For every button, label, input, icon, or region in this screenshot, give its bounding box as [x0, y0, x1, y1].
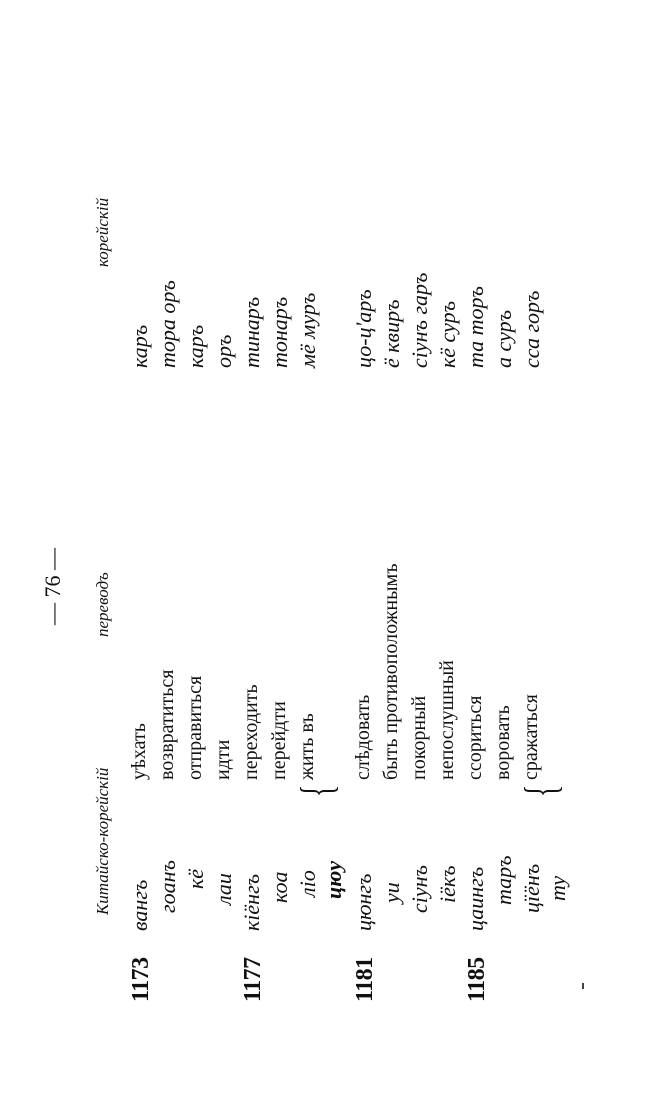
- chinese-korean-word: цюу: [321, 860, 346, 899]
- chinese-korean-word: уи: [379, 882, 404, 903]
- table-row: [464, 109, 492, 1109]
- chinese-korean-word: гоанъ: [155, 860, 180, 913]
- korean-word: каръ: [127, 324, 152, 368]
- brace-bracket: {: [291, 784, 342, 798]
- translation-text: отправиться: [184, 675, 206, 780]
- translation-text: перейдти: [268, 701, 290, 780]
- table-row: [520, 109, 548, 1109]
- chinese-korean-word: сіунъ: [407, 865, 432, 913]
- table-row: [128, 109, 156, 1109]
- table-row: [296, 109, 324, 1109]
- chinese-korean-word: іёкъ: [435, 865, 460, 903]
- table-row: [184, 109, 212, 1109]
- translation-text: непослушный: [436, 660, 458, 780]
- table-row: [268, 109, 296, 1109]
- chinese-korean-word: таръ: [491, 855, 516, 905]
- column-header-chinese-korean: Китайско-корейскій: [93, 767, 112, 915]
- translation-text: уѣхать: [128, 723, 150, 780]
- korean-word: сіунъ гаръ: [407, 272, 432, 368]
- korean-word: сса горъ: [519, 290, 544, 368]
- translation-text: идти: [212, 739, 234, 780]
- table-row: [322, 109, 350, 1109]
- brace-bracket: {: [515, 784, 566, 798]
- chinese-korean-word: цаингъ: [463, 866, 488, 931]
- korean-word: та торъ: [463, 286, 488, 368]
- table-row: [380, 109, 408, 1109]
- korean-word: а суръ: [491, 309, 516, 368]
- chinese-korean-word: ліо: [295, 870, 320, 897]
- korean-word: оръ: [211, 334, 236, 368]
- translation-text: жить въ: [296, 713, 318, 780]
- entry-number: 1177: [240, 957, 266, 1002]
- translation-text: ссориться: [464, 695, 486, 780]
- entry-number: 1185: [464, 957, 490, 1002]
- column-header-translation: переводъ: [93, 572, 112, 637]
- korean-word: мё муръ: [295, 292, 320, 368]
- korean-word: каръ: [183, 324, 208, 368]
- table-row: [352, 109, 380, 1109]
- table-row: [546, 109, 574, 1109]
- chinese-korean-word: ту: [545, 875, 570, 901]
- chinese-korean-word: кіёнгъ: [239, 873, 264, 931]
- page-number: — 76 —: [40, 548, 65, 625]
- chinese-korean-word: лаи: [211, 873, 236, 905]
- chinese-korean-word: вангъ: [127, 879, 152, 931]
- table-row: [156, 109, 184, 1109]
- table-row: [436, 109, 464, 1109]
- korean-word: ё квиръ: [379, 299, 404, 368]
- translation-text: быть противоположнымъ: [380, 563, 402, 780]
- column-header-korean: корейскій: [93, 197, 112, 267]
- chinese-korean-word: цюнгъ: [351, 873, 376, 931]
- korean-word: цо-ц'аръ: [351, 289, 376, 368]
- korean-word: тора оръ: [155, 280, 180, 368]
- chinese-korean-word: кё: [183, 868, 208, 889]
- print-speck: [582, 983, 584, 989]
- table-row: [408, 109, 436, 1109]
- table-row: [240, 109, 268, 1109]
- table-row: [492, 109, 520, 1109]
- translation-text: переходить: [240, 684, 262, 780]
- chinese-korean-word: коа: [267, 871, 292, 903]
- korean-word: тинаръ: [239, 296, 264, 368]
- korean-word: тонаръ: [267, 296, 292, 368]
- table-row: [212, 109, 240, 1109]
- chinese-korean-word: цїёнъ: [519, 863, 544, 913]
- translation-text: возвратиться: [156, 669, 178, 780]
- translation-text: сражаться: [520, 694, 542, 780]
- entry-number: 1173: [128, 957, 154, 1002]
- entry-number: 1181: [352, 957, 378, 1002]
- korean-word: кё суръ: [435, 300, 460, 368]
- translation-text: покорный: [408, 695, 430, 780]
- translation-text: воровать: [492, 705, 514, 780]
- translation-text: слѣдовать: [352, 694, 374, 780]
